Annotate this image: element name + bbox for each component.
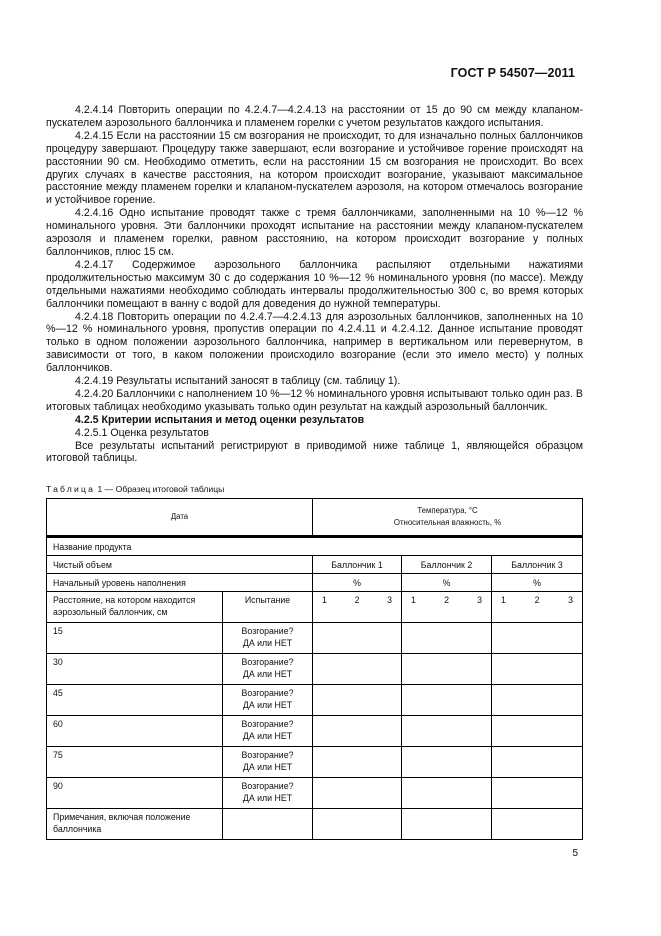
ignition-question-text: Возгорание? [241, 688, 294, 698]
result-cell [313, 778, 402, 809]
canister-2-percent: % [402, 574, 492, 592]
ignition-answer-options: ДА или НЕТ [242, 731, 293, 741]
ignition-question-text: Возгорание? [241, 626, 294, 636]
trial-number: 2 [444, 595, 449, 605]
distance-value: 15 [47, 623, 223, 654]
canister-3-header: Баллончик 3 [492, 556, 583, 574]
result-cell [313, 716, 402, 747]
ignition-question [223, 623, 313, 654]
notes-cell [223, 809, 313, 840]
canister-3-percent: % [492, 574, 583, 592]
subsection-heading-4-2-5-1: 4.2.5.1 Оценка результатов [75, 426, 209, 439]
result-cell [402, 654, 492, 685]
ignition-answer-options: ДА или НЕТ [242, 793, 293, 803]
result-cell [492, 747, 583, 778]
result-cell [402, 716, 492, 747]
table-row [47, 556, 583, 574]
paragraph-4-2-4-16: 4.2.4.16 Одно испытание проводят также с тремя баллончиками, заполненными на 10 %—12 % номинального уровня. Эти баллончики проходят испытание на расстоянии между клапаном-пускателем аэрозоля и пламенем горелки, равном расстоянию, на котором происходит возгорание у полных баллончиков, плюс 15 см. [46, 207, 583, 258]
paragraph-4-2-4-17: 4.2.4.17 Содержимое аэрозольного баллончика распыляют отдельными нажатиями продолжительностью максимум 30 с до содержания 10 %—12 % номинального уровня (по массе). Между отдельными нажатиями необходимо соблюдать интервалы продолжительностью 300 с, во время которых баллончики помещают в ванну с водой для доведения до нужной температуры. [46, 258, 583, 310]
trial-number: 3 [568, 595, 574, 605]
product-name-label: Название продукта [47, 537, 583, 556]
ignition-question [223, 747, 313, 778]
result-cell [402, 623, 492, 654]
temperature-label: Температура, °C [417, 506, 478, 515]
ignition-question [223, 778, 313, 809]
table-caption-title: 1 — Образец итоговой таблицы [95, 484, 225, 494]
document-code: ГОСТ Р 54507—2011 [450, 66, 575, 80]
canister-1-header: Баллончик 1 [313, 556, 402, 574]
humidity-label: Относительная влажность, % [393, 518, 502, 527]
ignition-question [223, 654, 313, 685]
canister-3-trials [492, 592, 583, 623]
body-text [46, 104, 583, 465]
test-label: Испытание [223, 592, 313, 623]
result-cell [402, 747, 492, 778]
distance-value: 90 [47, 778, 223, 809]
result-cell [402, 778, 492, 809]
result-cell [492, 685, 583, 716]
distance-value: 45 [47, 685, 223, 716]
table-row [47, 716, 583, 747]
fill-level-label: Начальный уровень наполнения [47, 574, 313, 592]
ignition-question-text: Возгорание? [241, 750, 294, 760]
canister-1-trials [313, 592, 402, 623]
trial-number: 3 [387, 595, 393, 605]
result-cell [313, 623, 402, 654]
date-header: Дата [47, 499, 313, 537]
paragraph-4-2-4-14: 4.2.4.14 Повторить операции по 4.2.4.7—4.2.4.13 на расстоянии от 15 до 90 см между клапаном-пускателем аэрозольного баллончика и пламенем горелки с учетом результатов каждого испытания. [46, 104, 583, 129]
trial-number: 1 [411, 595, 416, 605]
ignition-question [223, 685, 313, 716]
page-number: 5 [572, 848, 578, 859]
notes-cell [402, 809, 492, 840]
table-caption-prefix: Таблица [46, 484, 96, 494]
trial-number: 2 [354, 595, 360, 605]
canister-2-trials [402, 592, 492, 623]
distance-value: 30 [47, 654, 223, 685]
result-cell [492, 654, 583, 685]
paragraph-4-2-4-20: 4.2.4.20 Баллончики с наполнением 10 %—12 % номинального уровня испытывают только один раз. В итоговых таблицах необходимо указывать только один результат на каждый аэрозольный баллончик. [46, 387, 583, 413]
result-cell [492, 623, 583, 654]
notes-cell [313, 809, 402, 840]
table-row [47, 747, 583, 778]
trial-number: 1 [322, 595, 327, 605]
conditions-header [313, 499, 583, 537]
paragraph-4-2-4-18: 4.2.4.18 Повторить операции по 4.2.4.7—4.2.4.13 для аэрозольных баллончиков, заполненных на 10 %—12 % номинального уровня, пропустив операции по 4.2.4.11 и 4.2.4.12. Данное испытание проводят только в одном положении аэрозольного баллончика, например в вертикальном или перевернутом, в зависимости от того, в каком положении происходило возгорание (если это имело место) у полных баллончиков. [46, 310, 583, 375]
result-cell [313, 654, 402, 685]
canister-1-percent: % [313, 574, 402, 592]
result-cell [313, 685, 402, 716]
result-cell [492, 778, 583, 809]
trial-number: 1 [501, 595, 506, 605]
summary-table [46, 498, 583, 840]
ignition-answer-options: ДА или НЕТ [242, 638, 293, 648]
distance-label: Расстояние, на котором находится аэрозольный баллончик, см [47, 592, 223, 623]
result-cell [492, 716, 583, 747]
table-row [47, 809, 583, 840]
table-row [47, 537, 583, 556]
trial-number: 3 [477, 595, 483, 605]
ignition-answer-options: ДА или НЕТ [242, 669, 293, 679]
table-row [47, 623, 583, 654]
table-row [47, 778, 583, 809]
net-volume-label: Чистый объем [47, 556, 313, 574]
distance-value: 60 [47, 716, 223, 747]
trial-number: 2 [534, 595, 540, 605]
canister-2-header: Баллончик 2 [402, 556, 492, 574]
paragraph-4-2-4-15: 4.2.4.15 Если на расстоянии 15 см возгорания не происходит, то для изначально полных баллончиков процедуру завершают. Процедуру также завершают, если возгорание и устойчивое горение происходят на расстоянии 90 см. Необходимо отметить, если на расстоянии 15 см возгорания не происходит. Во всех других случаях в качестве расстояния, на котором происходит возгорание, указывают максимальное расстояние между пламенем горелки и клапаном-пускателем аэрозоля, на котором отмечалось возгорание и устойчивое горение. [46, 129, 583, 207]
table-header-row [47, 499, 583, 537]
result-cell [402, 685, 492, 716]
table-row [47, 574, 583, 592]
table-row [47, 592, 583, 623]
table-row [47, 654, 583, 685]
paragraph-4-2-4-19: 4.2.4.19 Результаты испытаний заносят в таблицу (см. таблицу 1). [75, 375, 401, 388]
notes-label: Примечания, включая положение баллончика [47, 809, 223, 840]
table-caption [46, 484, 224, 494]
ignition-question [223, 716, 313, 747]
ignition-question-text: Возгорание? [241, 781, 294, 791]
distance-value: 75 [47, 747, 223, 778]
notes-cell [492, 809, 583, 840]
section-heading-4-2-5: 4.2.5 Критерии испытания и метод оценки результатов [75, 413, 365, 426]
table-row [47, 685, 583, 716]
ignition-answer-options: ДА или НЕТ [242, 700, 293, 710]
paragraph-4-2-5-1-body: Все результаты испытаний регистрируют в приводимой ниже таблице 1, являющейся образцом итоговой таблицы. [46, 439, 583, 465]
ignition-answer-options: ДА или НЕТ [242, 762, 293, 772]
result-cell [313, 747, 402, 778]
ignition-question-text: Возгорание? [241, 719, 294, 729]
ignition-question-text: Возгорание? [241, 657, 294, 667]
